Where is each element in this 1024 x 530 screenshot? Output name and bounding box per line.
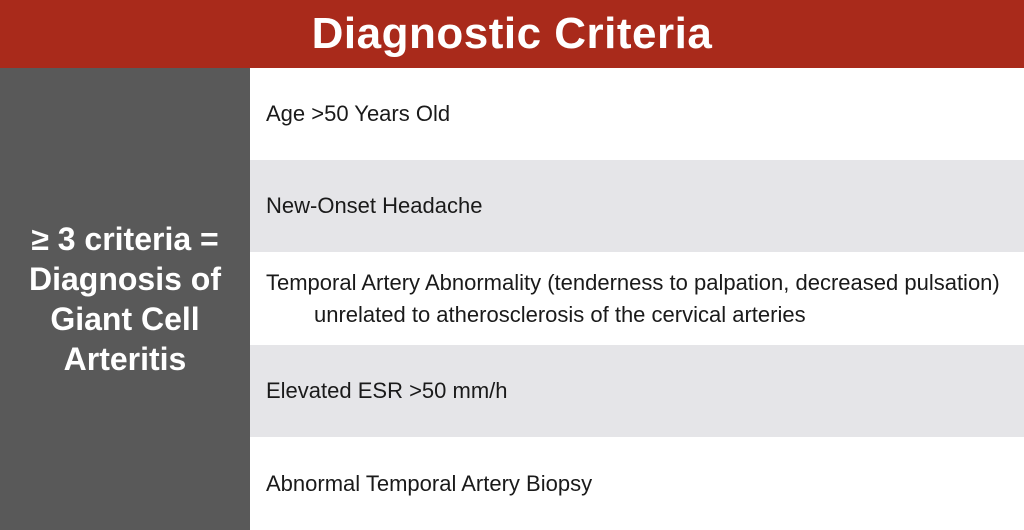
- diagnosis-rule-panel: [0, 68, 250, 530]
- criterion-text: Temporal Artery Abnormality (tenderness to palpation, decreased pulsation): [266, 269, 1000, 295]
- diagnosis-rule-text: [29, 219, 221, 379]
- criterion-row: [250, 252, 1024, 345]
- criteria-list: [250, 68, 1024, 530]
- criterion-row: [250, 345, 1024, 437]
- diagnosis-rule-line: Arteritis: [63, 341, 187, 377]
- criterion-text: Elevated ESR >50 mm/h: [266, 378, 508, 403]
- criterion-row: [250, 437, 1024, 530]
- criterion-text: New-Onset Headache: [266, 193, 483, 218]
- criterion-text: Age >50 Years Old: [266, 101, 451, 126]
- criterion-row: [250, 160, 1024, 252]
- diagnosis-rule-line: ≥ 3 criteria =: [31, 221, 219, 257]
- criterion-text: Abnormal Temporal Artery Biopsy: [266, 470, 593, 496]
- diagnosis-rule-line: Giant Cell: [50, 301, 200, 337]
- criterion-row: [250, 68, 1024, 160]
- criterion-continuation-text: unrelated to atherosclerosis of the cervical arteries: [314, 301, 806, 327]
- diagnosis-rule-line: Diagnosis of: [28, 261, 221, 297]
- page-title: Diagnostic Criteria: [0, 0, 1024, 68]
